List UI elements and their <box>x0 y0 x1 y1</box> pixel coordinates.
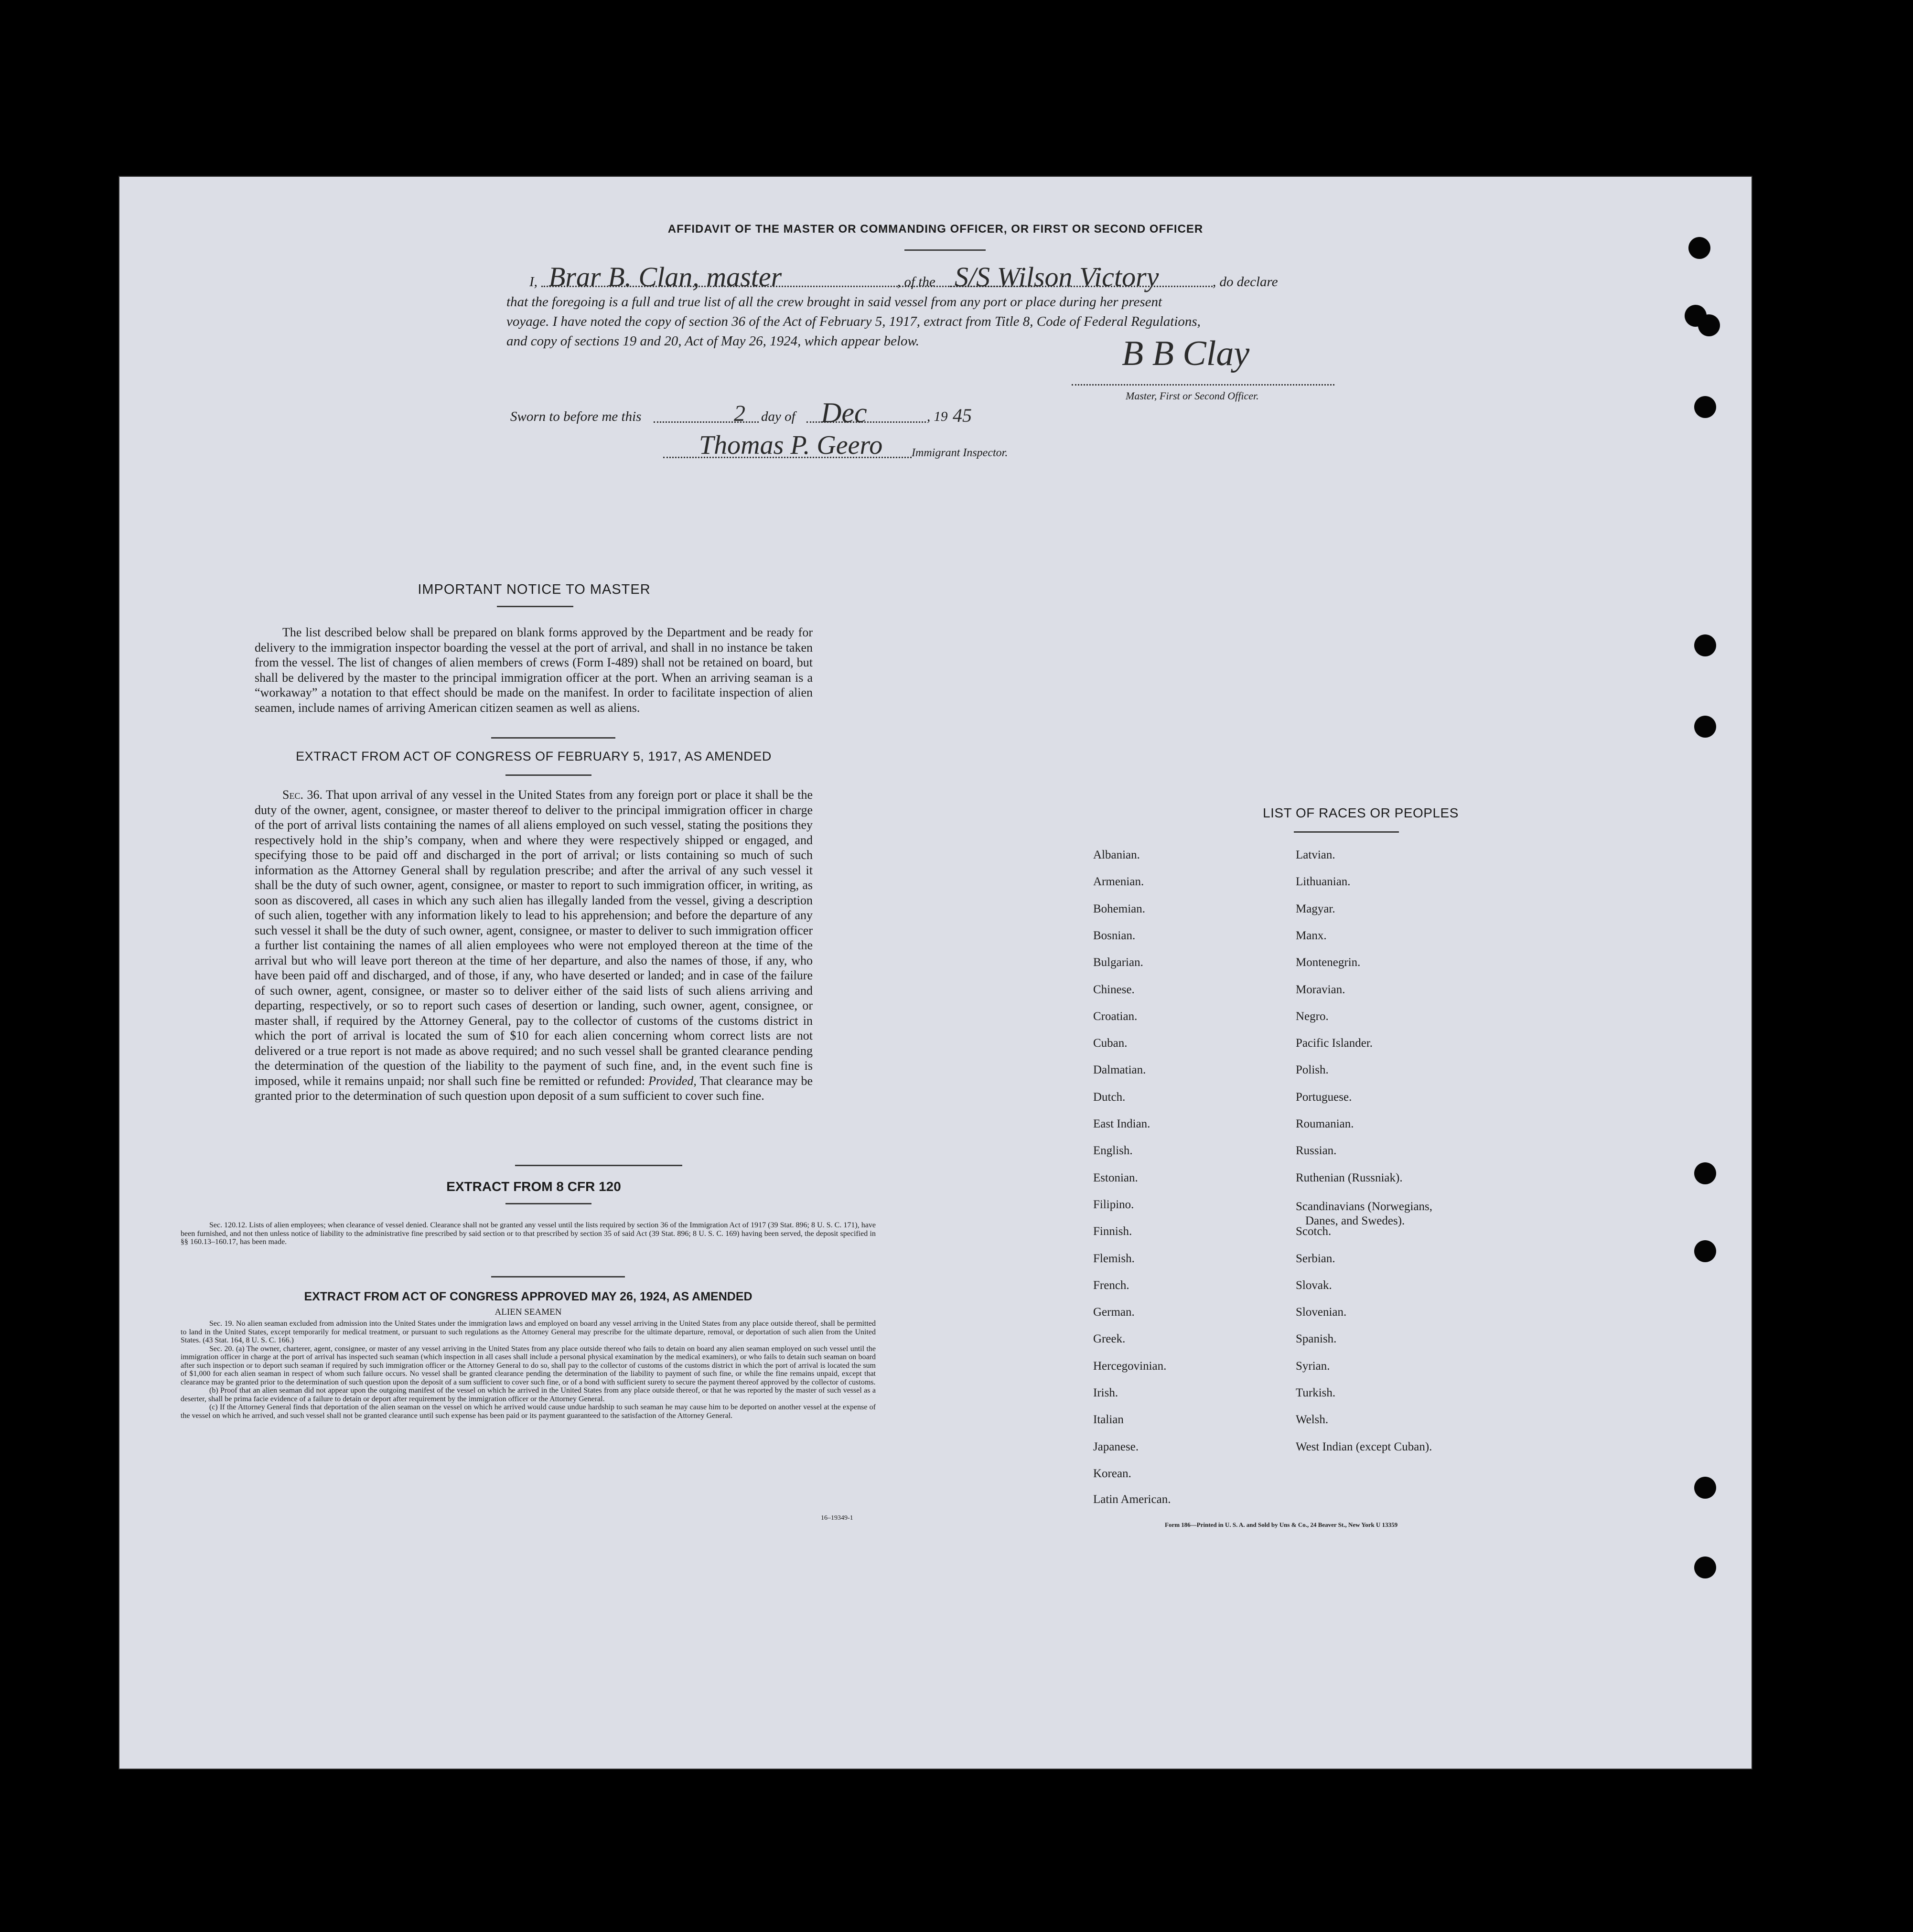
affidavit-line-3: voyage. I have noted the copy of section 36 of the Act of February 5, 1917, extract from Title 8, Code of Federal Regulations, <box>506 314 1201 329</box>
sworn-month: Dec <box>821 397 867 429</box>
races-title: LIST OF RACES OR PEOPLES <box>1263 805 1459 820</box>
race-item: Ruthenian (Russniak). <box>1296 1171 1403 1184</box>
punch-hole <box>1688 237 1710 259</box>
race-item: East Indian. <box>1093 1117 1150 1130</box>
inspector-signature: Thomas P. Geero <box>699 430 883 460</box>
race-item: Turkish. <box>1296 1386 1336 1399</box>
punch-hole <box>1694 1162 1716 1184</box>
race-item: German. <box>1093 1306 1135 1319</box>
race-item: Finnish. <box>1093 1225 1132 1238</box>
affidavit-do-declare: , do declare <box>1213 274 1278 290</box>
extract-1924-body <box>181 1320 876 1420</box>
form-code: 16–19349-1 <box>821 1514 853 1522</box>
divider <box>491 1276 625 1277</box>
race-item: Filipino. <box>1093 1198 1134 1211</box>
day-of-label: day of <box>761 409 795 424</box>
extract-1924-title: EXTRACT FROM ACT OF CONGRESS APPROVED MAY 26, 1924, AS AMENDED <box>304 1290 752 1303</box>
race-item: Polish. <box>1296 1063 1329 1077</box>
officer-label: Master, First or Second Officer. <box>1126 390 1259 402</box>
section-36-tail: That clearance may be granted prior to the determination of such question upon deposit of a sum sufficient to cover such fine. <box>255 1073 813 1103</box>
race-item: Portuguese. <box>1296 1090 1352 1104</box>
race-item: Slovak. <box>1296 1278 1332 1292</box>
punch-hole <box>1694 396 1716 418</box>
notice-title: IMPORTANT NOTICE TO MASTER <box>418 582 651 597</box>
race-item: Serbian. <box>1296 1252 1335 1265</box>
affidavit-line-4: and copy of sections 19 and 20, Act of May 26, 1924, which appear below. <box>506 333 919 349</box>
section-19-text: Sec. 19. No alien seaman excluded from admission into the United States under the immigration laws and employed on board any vessel arriving in the United States from any place outside thereof, shall be permitted to land in the United States, except temporarily for medical treatment, or pursuant to such regulations as the Attorney General may prescribe for the ultimate departure, removal, or deportation of such alien from the United States. (43 Stat. 164, 8 U. S. C. 166.) <box>181 1320 876 1344</box>
divider <box>505 1203 591 1204</box>
race-item: Latin American. <box>1093 1493 1171 1506</box>
race-item: Bohemian. <box>1093 902 1146 915</box>
divider <box>1294 831 1399 833</box>
divider <box>491 737 615 739</box>
race-item: Italian <box>1093 1413 1124 1427</box>
affidavit-line-2: that the foregoing is a full and true list of all the crew brought in said vessel from any port or place during her present <box>506 294 1162 310</box>
divider <box>497 606 573 607</box>
race-item: Chinese. <box>1093 983 1135 996</box>
cfr-title: EXTRACT FROM 8 CFR 120 <box>446 1179 621 1194</box>
section-20b-text: (b) Proof that an alien seaman did not appear upon the outgoing manifest of the vessel on which he arrived in the United States from any place outside thereof, or that he was reported by the master of such vessel as a deserter, shall be prima facie evidence of a failure to detain or deport after requirement by the immigration officer or the Attorney General. <box>181 1386 876 1403</box>
divider <box>505 774 591 776</box>
race-item: Manx. <box>1296 929 1327 942</box>
race-item: Cuban. <box>1093 1037 1128 1050</box>
divider <box>515 1165 682 1166</box>
cfr-body: Sec. 120.12. Lists of alien employees; when clearance of vessel denied. Clearance shall not be granted any vessel until the lists required by section 36 of the Immigration Act of 1917 (39 Stat. 896; 8 U. S. C. 171), have been furnished, and not then unless notice of liability to the administrative fine prescribed by said section or to that prescribed by section 35 of said Act (39 Stat. 896; 8 U. S. C. 169) having been served, the deposit specified in §§ 160.13–160.17, has been made. <box>181 1221 876 1246</box>
extract-1917-title: EXTRACT FROM ACT OF CONGRESS OF FEBRUARY 5, 1917, AS AMENDED <box>296 749 772 763</box>
affidavit-title: AFFIDAVIT OF THE MASTER OR COMMANDING OFFICER, OR FIRST OR SECOND OFFICER <box>667 223 1204 236</box>
section-36-body: That upon arrival of any vessel in the United States from any foreign port or place it shall be the duty of the owner, agent, consignee, or master thereof to deliver to the principal immigration officer in charge of the port of arrival lists containing the names of all aliens employed on such vessel, stating the positions they respectively hold in the ship’s company, when and where they were respectively shipped or engaged, and specifying those to be paid off and discharged in the port of arrival; or lists containing so much of such information as the Attorney General shall by regulation prescribe; and after the arrival of any such vessel it shall be the duty of such owner, agent, consignee, or master to report to such immigration officer, in writing, as soon as discovered, all cases in which any such alien has illegally landed from the vessel, giving a description of such alien, together with any information likely to lead to his apprehension; and before the departure of any such vessel it shall be the duty of such owner, agent, consignee, or master to deliver to such immigration officer a further list containing the names of all alien employees who were not employed thereon at the time of the arrival but who will leave port thereon at the time of her departure, and also the names of those, if any, who have been paid off and discharged, and of those, if any, who have deserted or landed; and in case of the failure of such owner, agent, consignee, or master so to deliver either of the said lists of such aliens arriving and departing, respectively, or so to report such cases of desertion or landing, such owner, agent, consignee, or master shall, if required by the Attorney General, pay to the collector of customs of the customs district in which the port of arrival is located the sum of $10 for each alien concerning whom correct lists are not delivered or a true report is not made as above required; and no such vessel shall be granted clearance pending the determination of the question of the liability to the payment of such fine, and, in the event such fine is imposed, while it remains unpaid; nor shall such fine be remitted or refunded: <box>255 788 813 1088</box>
punch-hole <box>1698 314 1720 336</box>
race-item: Scotch. <box>1296 1225 1332 1238</box>
race-item: Latvian. <box>1296 848 1335 861</box>
signature-line <box>1072 384 1334 386</box>
punch-hole <box>1694 1556 1716 1578</box>
race-item: Dalmatian. <box>1093 1063 1146 1077</box>
printer-footer: Form 186—Printed in U. S. A. and Sold by Uns & Co., 24 Beaver St., New York U 13359 <box>1165 1521 1398 1528</box>
race-item: Syrian. <box>1296 1359 1330 1373</box>
race-item: Bulgarian. <box>1093 956 1143 969</box>
notice-body: The list described below shall be prepared on blank forms approved by the Department and be ready for delivery to the immigration inspector boarding the vessel at the port of arrival, and shall in no instance be taken from the vessel. The list of changes of alien members of crews (Form I-489) shall not be retained on board, but shall be delivered by the master to the principal immigration officer at the port. When an arriving seaman is a “workaway” a notation to that effect should be made on the manifest. In order to facilitate inspection of alien seamen, include names of arriving American citizen seamen as well as aliens. <box>255 625 813 715</box>
race-item: Bosnian. <box>1093 929 1136 942</box>
affidavit-of-the: , of the <box>897 274 935 290</box>
document-page <box>118 176 1752 1770</box>
race-item: Welsh. <box>1296 1413 1329 1427</box>
affidavit-i: I, <box>529 274 537 290</box>
race-item: Albanian. <box>1093 848 1140 861</box>
year-prefix: , 19 <box>927 409 948 424</box>
master-signature: B B Clay <box>1122 334 1250 373</box>
punch-hole <box>1694 1477 1716 1499</box>
race-item: Estonian. <box>1093 1171 1138 1184</box>
punch-hole <box>1694 634 1716 656</box>
race-item: Armenian. <box>1093 875 1144 889</box>
divider <box>904 249 986 251</box>
race-item: Lithuanian. <box>1296 875 1351 889</box>
section-36-provided: Provided, <box>648 1073 697 1088</box>
race-item: Pacific Islander. <box>1296 1037 1373 1050</box>
section-36-text <box>255 787 813 1104</box>
race-item: French. <box>1093 1278 1129 1292</box>
alien-seamen-subtitle: ALIEN SEAMEN <box>494 1307 562 1317</box>
race-item: Danes, and Swedes). <box>1305 1214 1405 1227</box>
section-20c-text: (c) If the Attorney General finds that deportation of the alien seaman on the vessel on which he arrived would cause undue hardship to such seaman he may cause him to be deported on another vessel at the expense of the vessel on which he arrived, and such vessel shall not be granted clearance until such expense has been paid or its payment guaranteed to the satisfaction of the Attorney General. <box>181 1403 876 1420</box>
race-item: Roumanian. <box>1296 1117 1354 1130</box>
race-item: Spanish. <box>1296 1332 1337 1346</box>
race-item: Scandinavians (Norwegians, <box>1296 1200 1433 1213</box>
race-item: Korean. <box>1093 1467 1131 1480</box>
race-item: Dutch. <box>1093 1090 1126 1104</box>
race-item: Moravian. <box>1296 983 1345 996</box>
race-item: Russian. <box>1296 1144 1337 1158</box>
race-item: Greek. <box>1093 1332 1126 1346</box>
race-item: Flemish. <box>1093 1252 1135 1265</box>
punch-hole <box>1694 1240 1716 1262</box>
race-item: English. <box>1093 1144 1133 1158</box>
race-item: Japanese. <box>1093 1440 1139 1453</box>
sworn-label: Sworn to before me this <box>510 409 642 424</box>
race-item: Hercegovinian. <box>1093 1359 1167 1373</box>
master-name-handwriting: Brar B. Clan, master <box>548 261 782 292</box>
race-item: Negro. <box>1296 1009 1329 1023</box>
race-item: Magyar. <box>1296 902 1335 915</box>
race-item: West Indian (except Cuban). <box>1296 1440 1432 1453</box>
race-item: Slovenian. <box>1296 1306 1347 1319</box>
sworn-year: 45 <box>953 405 972 426</box>
vessel-name-handwriting: S/S Wilson Victory <box>955 261 1159 292</box>
inspector-label: Immigrant Inspector. <box>912 447 1008 459</box>
punch-hole <box>1694 716 1716 738</box>
race-item: Irish. <box>1093 1386 1118 1399</box>
race-item: Montenegrin. <box>1296 956 1361 969</box>
section-36-label: Sec. 36. <box>282 788 322 802</box>
section-20a-text: Sec. 20. (a) The owner, charterer, agent, consignee, or master of any vessel arriving in the United States from any place outside thereof who fails to detain on board any alien seaman employed on such vessel until the immigration officer in charge at the port of arrival has inspected such seaman (which inspection in all cases shall include a personal physical examination by the medical examiners), or who fails to detain such seaman on board after such inspection or to deport such seaman if required by such immigration officer or the Attorney General to do so, shall pay to the collector of customs of the customs district in which the port of arrival is located the sum of $1,000 for each alien seaman in respect of whom such failure occurs. No vessel shall be granted clearance pending the determination of the liability to payment of such fine, or while the fine remains unpaid, except that clearance may be granted prior to the determination of such question upon the deposit of a sum sufficient to cover such fine, or of a bond with sufficient surety to secure the payment thereof approved by the collector of customs. <box>181 1344 876 1386</box>
race-item: Croatian. <box>1093 1009 1138 1023</box>
sworn-day: 2 <box>734 401 745 426</box>
